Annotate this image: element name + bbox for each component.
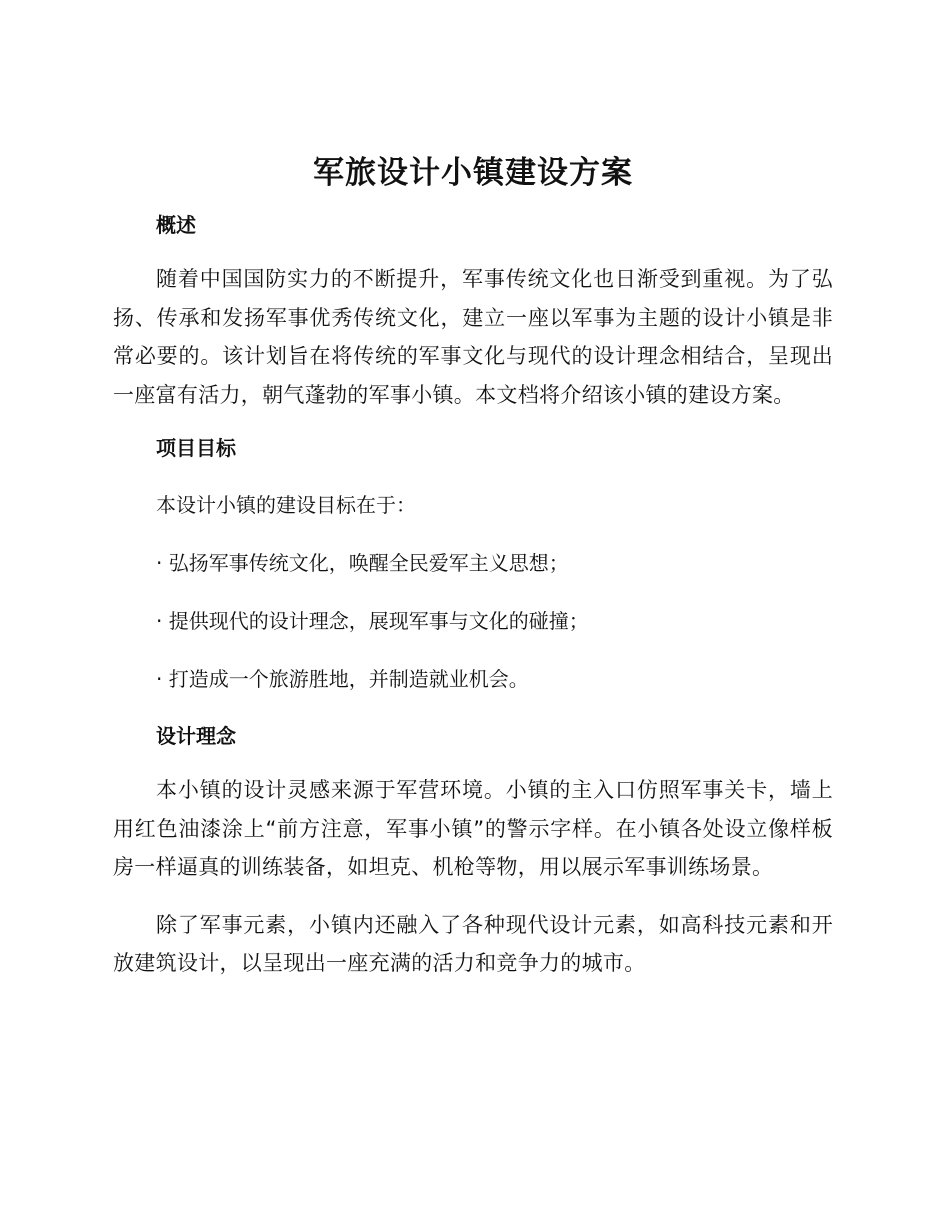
document-title: 军旅设计小镇建设方案	[313, 155, 633, 191]
section-heading-goals: 项目目标	[156, 436, 236, 460]
concept-paragraph: 本小镇的设计灵感来源于军营环境。小镇的主入口仿照军事关卡，墙上用红色油漆涂上“前方注意，军事小镇”的警示字样。在小镇各处设立像样板房一样逼真的训练装备，如坦克、机枪等物，用以展示军事训练场景。	[113, 778, 833, 879]
goal-item: · 弘扬军事传统文化，唤醒全民爱军主义思想；	[156, 551, 569, 575]
goal-item: · 提供现代的设计理念，展现军事与文化的碰撞；	[156, 609, 589, 633]
document-page	[113, 148, 833, 983]
section-heading-overview: 概述	[156, 213, 196, 237]
goals-intro: 本设计小镇的建设目标在于：	[156, 493, 416, 517]
concept-paragraph: 除了军事元素，小镇内还融入了各种现代设计元素，如高科技元素和开放建筑设计，以呈现出一座充满的活力和竞争力的城市。	[113, 912, 833, 975]
overview-paragraph: 随着中国国防实力的不断提升，军事传统文化也日渐受到重视。为了弘扬、传承和发扬军事优秀传统文化，建立一座以军事为主题的设计小镇是非常必要的。该计划旨在将传统的军事文化与现代的设计理念相结合，呈现出一座富有活力，朝气蓬勃的军事小镇。本文档将介绍该小镇的建设方案。	[113, 267, 833, 407]
goal-item: · 打造成一个旅游胜地，并制造就业机会。	[156, 667, 529, 691]
section-heading-concept: 设计理念	[156, 724, 236, 748]
